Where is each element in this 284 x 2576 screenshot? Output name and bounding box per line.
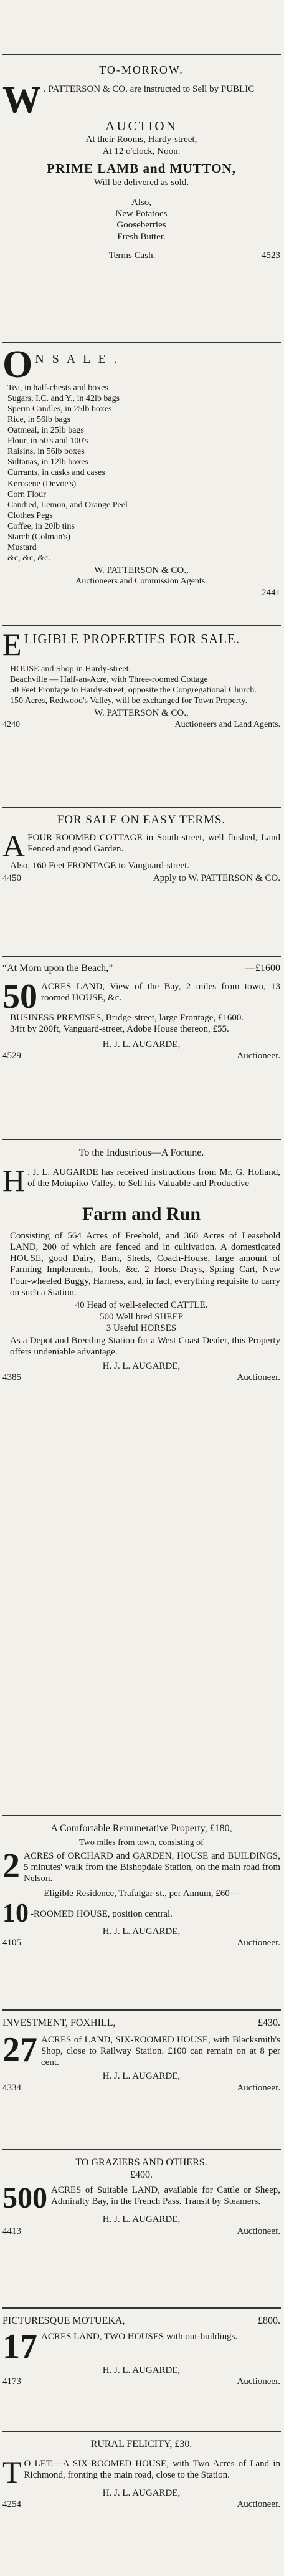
room-number: 10 — [2, 1898, 29, 1928]
section-rule — [2, 2431, 281, 2432]
ad-rural-felicity — [2, 2438, 280, 2573]
property-line: 150 Acres, Redwood's Valley, will be exchanged for Town Property. — [10, 696, 248, 706]
ad-body: ACRES LAND, TWO HOUSES with out-buildings. — [41, 2331, 238, 2342]
time: At 12 o'clock, Noon. — [102, 146, 181, 156]
stock-list — [2, 1300, 280, 1334]
ad-ref: 4254 — [2, 2499, 21, 2509]
drop-cap: A — [2, 828, 26, 864]
ad-investment-foxhill — [2, 2017, 280, 2139]
terms: Terms Cash. — [108, 251, 156, 261]
section-rule — [2, 342, 281, 343]
ad-body: ACRES of LAND, SIX-ROOMED HOUSE, with Blacksmith's Shop, close to Railway Station. £100 can remain on at 8 per cent. — [41, 2034, 280, 2068]
role: Auctioneer. — [237, 2226, 280, 2236]
ad-ref: 4240 — [2, 719, 20, 729]
ad-body: ACRES of Suitable LAND, available for Cattle or Sheep, Admiralty Bay, in the French Pass. Transit by Steamers. — [51, 2185, 280, 2207]
item-list — [2, 197, 280, 242]
ad-heading: To the Industrious—A Fortune. — [78, 1147, 204, 1158]
goods-list — [2, 383, 280, 563]
ad-ref: 4529 — [2, 1050, 21, 1061]
list-item: Kerosene (Devoe's) — [7, 479, 77, 489]
firm-desc: Auctioneers and Land Agents. — [174, 719, 280, 729]
list-item: Gooseberries — [116, 220, 166, 231]
ad-heading: LIGIBLE PROPERTIES FOR SALE. — [24, 631, 240, 646]
ad-sub: Two miles from town, consisting of — [79, 1837, 204, 1847]
ad-ref: 4105 — [2, 1937, 21, 1948]
ad-body: Consisting of 564 Acres of Freehold, and 360 Acres of Leasehold LAND, 200 of which are fenced and in cultivation. A domesticated HOUSE, good Dairy, Barn, Sheds, Coach-House, large amount of Farming Implements, Tools, &c. 2 Horse-Drays, Spring Cart, New Four-wheeled Buggy, Harness, and, in fact, everything requisite to carry on such a Station. — [10, 1230, 280, 1298]
section-rule — [2, 955, 281, 957]
signature: H. J. L. AUGARDE, — [102, 1361, 181, 1371]
ad-ref: 4523 — [262, 251, 280, 261]
ad-easy-terms — [2, 813, 280, 950]
ad-body: -ROOMED HOUSE, position central. — [31, 1908, 173, 1919]
ad-heading: PICTURESQUE MOTUEKA, — [2, 2315, 125, 2326]
drop-cap: E — [2, 631, 22, 662]
ad-line: 34ft by 200ft, Vanguard-street, Adobe House thereon, £55. — [10, 1024, 229, 1035]
list-item: Corn Flour — [7, 489, 46, 499]
acre-number: 500 — [2, 2181, 47, 2215]
acre-number: 17 — [2, 2327, 37, 2366]
role: Auctioneer. — [237, 2499, 280, 2509]
ad-heading: INVESTMENT, FOXHILL, — [2, 2018, 116, 2028]
ad-ref: 4173 — [2, 2377, 21, 2387]
signature: H. J. L. AUGARDE, — [102, 2214, 181, 2225]
acre-number: 27 — [2, 2030, 37, 2069]
ad-price: —£1600 — [245, 963, 280, 974]
list-item: Mustard — [7, 542, 37, 552]
drop-cap: T — [2, 2454, 22, 2489]
ad-line: BUSINESS PREMISES, Bridge-street, large Frontage, £1600. — [10, 1012, 244, 1023]
list-item: Raisins, in 56lb boxes — [7, 447, 85, 457]
role: Auctioneer. — [237, 2082, 280, 2093]
ad-ref: 2441 — [262, 587, 280, 598]
ad-intro: . PATTERSON & CO. are instructed to Sell by PUBLIC — [44, 84, 255, 94]
farm-title: Farm and Run — [82, 1203, 201, 1224]
ad-body: FOUR-ROOMED COTTAGE in South-street, well flushed, Land Fenced and good Garden. — [27, 833, 280, 855]
property-line: 50 Feet Frontage to Hardy-street, opposite the Congregational Church. — [10, 686, 257, 696]
ad-body: ACRES of ORCHARD and GARDEN, HOUSE and BUILDINGS, 5 minutes' walk from the Bishopdale Station, on the main road from Nelson. — [24, 1851, 280, 1884]
list-item: New Potatoes — [115, 209, 168, 219]
list-item: Oatmeal, in 25lb bags — [7, 426, 84, 436]
ad-body: ACRES LAND, View of the Bay, 2 miles from town, 13 roomed HOUSE, &c. — [41, 981, 280, 1003]
section-rule — [2, 2009, 281, 2011]
acre-number: 2 — [2, 1846, 20, 1885]
apply-line: Apply to W. PATTERSON & CO. — [153, 873, 280, 884]
list-item: Sultanas, in 12lb boxes — [7, 457, 88, 467]
ad-intro: . J. L. AUGARDE has received instructions from Mr. G. Holland, of the Motupiko Valley, to Sell his Valuable and Productive — [27, 1167, 280, 1189]
section-rule — [2, 807, 281, 808]
ad-morn-upon-beach — [2, 962, 280, 1131]
ad-heading: RURAL FELICITY, £30. — [90, 2439, 192, 2449]
ad-farm-and-run — [2, 1147, 280, 1571]
ad-picturesque-motueka — [2, 2315, 280, 2418]
ad-remunerative-property — [2, 1822, 280, 1996]
ad-tomorrow-auction — [2, 64, 280, 325]
venue: At their Rooms, Hardy-street, — [85, 135, 197, 145]
acre-number: 50 — [2, 977, 37, 1016]
list-item: Tea, in half-chests and boxes — [7, 383, 108, 393]
list-item: 500 Well bred SHEEP — [100, 1311, 183, 1322]
ad-heading: FOR SALE ON EASY TERMS. — [57, 813, 226, 826]
ad-ref: 4413 — [2, 2226, 21, 2236]
eligible-line: Eligible Residence, Trafalgar-st., per Annum, £60— — [44, 1889, 239, 1899]
ad-heading: N S A L E . — [35, 352, 120, 366]
auction-word: AUCTION — [105, 118, 178, 133]
ad-eligible-properties — [2, 631, 280, 794]
list-item: Also, — [131, 197, 152, 208]
ad-ref: 4334 — [2, 2082, 21, 2093]
list-item: Sperm Candles, in 25lb boxes — [7, 404, 112, 414]
list-item: 40 Head of well-selected CATTLE. — [75, 1300, 208, 1311]
ad-price: £800. — [258, 2315, 280, 2326]
ad-heading: A Comfortable Remunerative Property, £180, — [50, 1823, 232, 1834]
ad-closing: As a Depot and Breeding Station for a West Coast Dealer, this Property offers undeniable advantage. — [10, 1336, 280, 1357]
delivered-note: Will be delivered as sold. — [93, 177, 189, 188]
role: Auctioneer. — [237, 1937, 280, 1948]
property-line: Beachville — Half-an-Acre, with Three-roomed Cottage — [10, 675, 208, 685]
section-rule — [2, 625, 281, 626]
drop-cap: O — [2, 348, 33, 386]
ad-to-graziers — [2, 2157, 280, 2297]
list-item: Rice, in 56lb bags — [7, 415, 71, 425]
ad-heading: “At Morn upon the Beach,” — [2, 963, 113, 974]
section-rule — [2, 1815, 281, 1816]
ad-heading: TO-MORROW. — [99, 64, 184, 76]
ad-also: Also, 160 Feet FRONTAGE to Vanguard-street. — [10, 861, 190, 871]
ad-heading: TO GRAZIERS AND OTHERS. — [75, 2157, 207, 2168]
firm-desc: Auctioneers and Commission Agents. — [75, 577, 207, 587]
signature: H. J. L. AUGARDE, — [102, 2365, 181, 2375]
list-item: Fresh Butter. — [117, 231, 166, 242]
ad-ref: 4385 — [2, 1372, 21, 1383]
section-rule — [2, 54, 281, 55]
ad-on-sale — [2, 348, 280, 616]
ad-title: PRIME LAMB and MUTTON, — [47, 160, 236, 176]
list-item: 3 Useful HORSES — [106, 1323, 177, 1333]
list-item: &c, &c, &c. — [7, 553, 50, 563]
list-item: Sugars, I.C. and Y., in 42lb bags — [7, 393, 120, 403]
ad-body: O LET.—A SIX-ROOMED HOUSE, with Two Acres of Land in Richmond, fronting the main road, close to the Station. — [24, 2458, 280, 2480]
ad-price: £430. — [258, 2018, 280, 2028]
list-item: Flour, in 50's and 100's — [7, 436, 88, 446]
list-item: Clothes Pegs — [7, 510, 53, 520]
role: Auctioneer. — [237, 2377, 280, 2387]
section-rule — [2, 2149, 281, 2150]
signature: H. J. L. AUGARDE, — [102, 1039, 181, 1050]
list-item: Starch (Colman's) — [7, 532, 70, 542]
ad-ref: 4450 — [2, 873, 21, 884]
list-item: Coffee, in 20lb tins — [7, 521, 75, 531]
firm-name: W. PATTERSON & CO., — [94, 565, 189, 576]
list-item: Currants, in casks and cases — [7, 468, 105, 478]
drop-cap: H — [2, 1162, 26, 1198]
firm-name: W. PATTERSON & CO., — [94, 708, 189, 719]
signature: H. J. L. AUGARDE, — [102, 2487, 181, 2498]
signature: H. J. L. AUGARDE, — [102, 2071, 181, 2082]
list-item: Candied, Lemon, and Orange Peel — [7, 500, 128, 510]
signature: H. J. L. AUGARDE, — [102, 1926, 181, 1937]
role: Auctioneer. — [237, 1372, 280, 1383]
drop-cap: W — [2, 79, 41, 122]
property-line: HOUSE and Shop in Hardy-street. — [10, 664, 131, 674]
section-rule — [2, 1139, 281, 1141]
section-rule — [2, 2307, 281, 2309]
ad-price: £400. — [130, 2169, 153, 2180]
role: Auctioneer. — [237, 1050, 280, 1061]
